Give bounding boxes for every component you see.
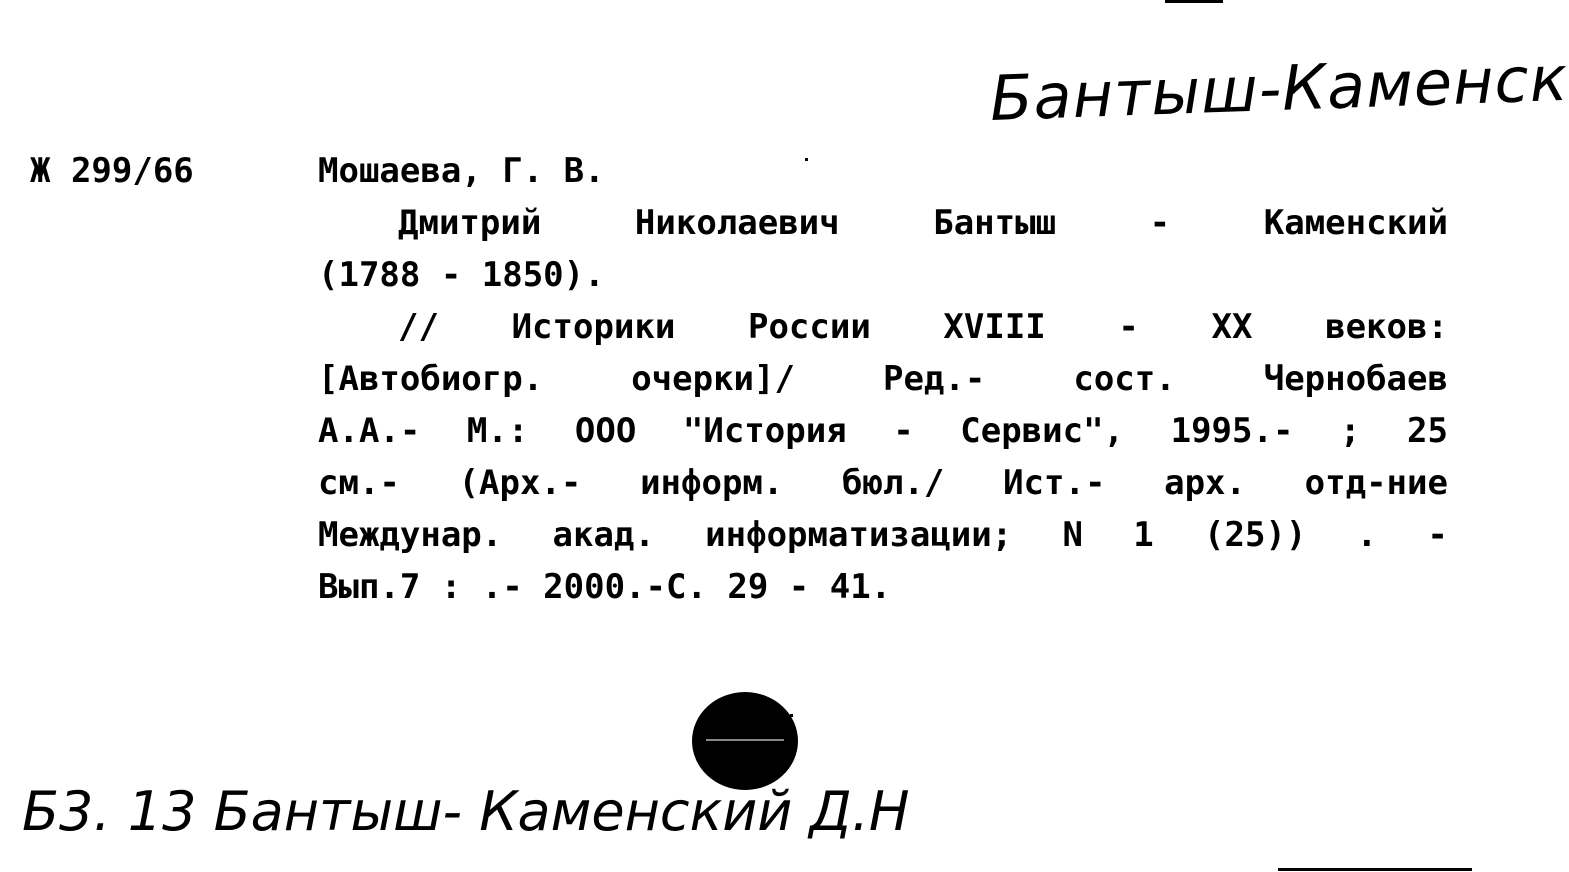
source-line-3	[318, 405, 1448, 457]
source-word: N	[1062, 515, 1083, 555]
source-word: России	[747, 307, 871, 347]
source-word: Ист.-	[1003, 463, 1106, 503]
title-line-2: (1788 - 1850).	[318, 255, 605, 295]
source-word: XX	[1211, 307, 1253, 347]
source-word: Междунар.	[318, 515, 503, 555]
source-word: 25	[1407, 411, 1448, 451]
bibliographic-entry	[318, 145, 1448, 613]
source-word: см.-	[318, 463, 400, 503]
source-word: сост.	[1073, 359, 1176, 399]
source-word: (Арх.-	[458, 463, 582, 503]
source-word: Чернобаев	[1263, 359, 1448, 399]
source-word: "История	[682, 411, 847, 451]
title-line-1	[318, 197, 1448, 249]
source-word: отд-ние	[1304, 463, 1448, 503]
handwritten-classification-note: Б3. 13 Бантыш- Каменский Д.Н	[22, 780, 910, 843]
source-word: [Автобиогр.	[318, 359, 544, 399]
source-word: Ред.-	[882, 359, 986, 399]
source-word: акад.	[552, 515, 655, 555]
source-word: -	[1427, 515, 1448, 555]
punch-hole	[692, 692, 798, 790]
source-line-1	[318, 301, 1448, 353]
source-line-6: Вып.7 : .- 2000.-С. 29 - 41.	[318, 567, 892, 607]
source-word: бюл./	[842, 463, 945, 503]
title-word: Дмитрий	[398, 203, 542, 243]
source-word: 1	[1133, 515, 1154, 555]
scan-speck	[790, 714, 793, 717]
source-word: 1995.-	[1170, 411, 1294, 451]
shelfmark: Ж 299/66	[30, 151, 194, 191]
source-word: ООО	[574, 411, 637, 451]
source-word: (25))	[1204, 515, 1307, 555]
source-line-5	[318, 509, 1448, 561]
scan-speck	[805, 158, 808, 161]
author-line: Мошаева, Г. В.	[318, 151, 605, 191]
source-word: А.А.-	[318, 411, 421, 451]
source-word: .	[1356, 515, 1378, 555]
source-word: -	[893, 411, 914, 451]
title-word: Бантыш	[933, 203, 1057, 243]
source-word: М.:	[466, 411, 529, 451]
source-line-4	[318, 457, 1448, 509]
source-word: веков:	[1325, 307, 1448, 347]
source-line-2	[318, 353, 1448, 405]
scan-edge-mark	[1165, 0, 1223, 3]
scan-edge-mark	[1278, 868, 1472, 871]
source-word: Сервис",	[960, 411, 1125, 451]
source-word: информатизации;	[705, 515, 1013, 555]
source-word: информ.	[640, 463, 784, 503]
source-word: -	[1118, 307, 1139, 347]
title-word: Николаевич	[634, 203, 840, 243]
source-word: //	[398, 307, 439, 347]
source-word: Историки	[511, 307, 676, 347]
handwritten-heading-note: Бантыш-Каменск	[988, 41, 1569, 135]
title-word: Каменский	[1263, 203, 1448, 243]
title-word: -	[1149, 203, 1171, 243]
source-word: арх.	[1164, 463, 1246, 503]
source-word: ;	[1339, 411, 1361, 451]
source-word: очерки]/	[631, 359, 795, 399]
source-word: XVIII	[943, 307, 1046, 347]
